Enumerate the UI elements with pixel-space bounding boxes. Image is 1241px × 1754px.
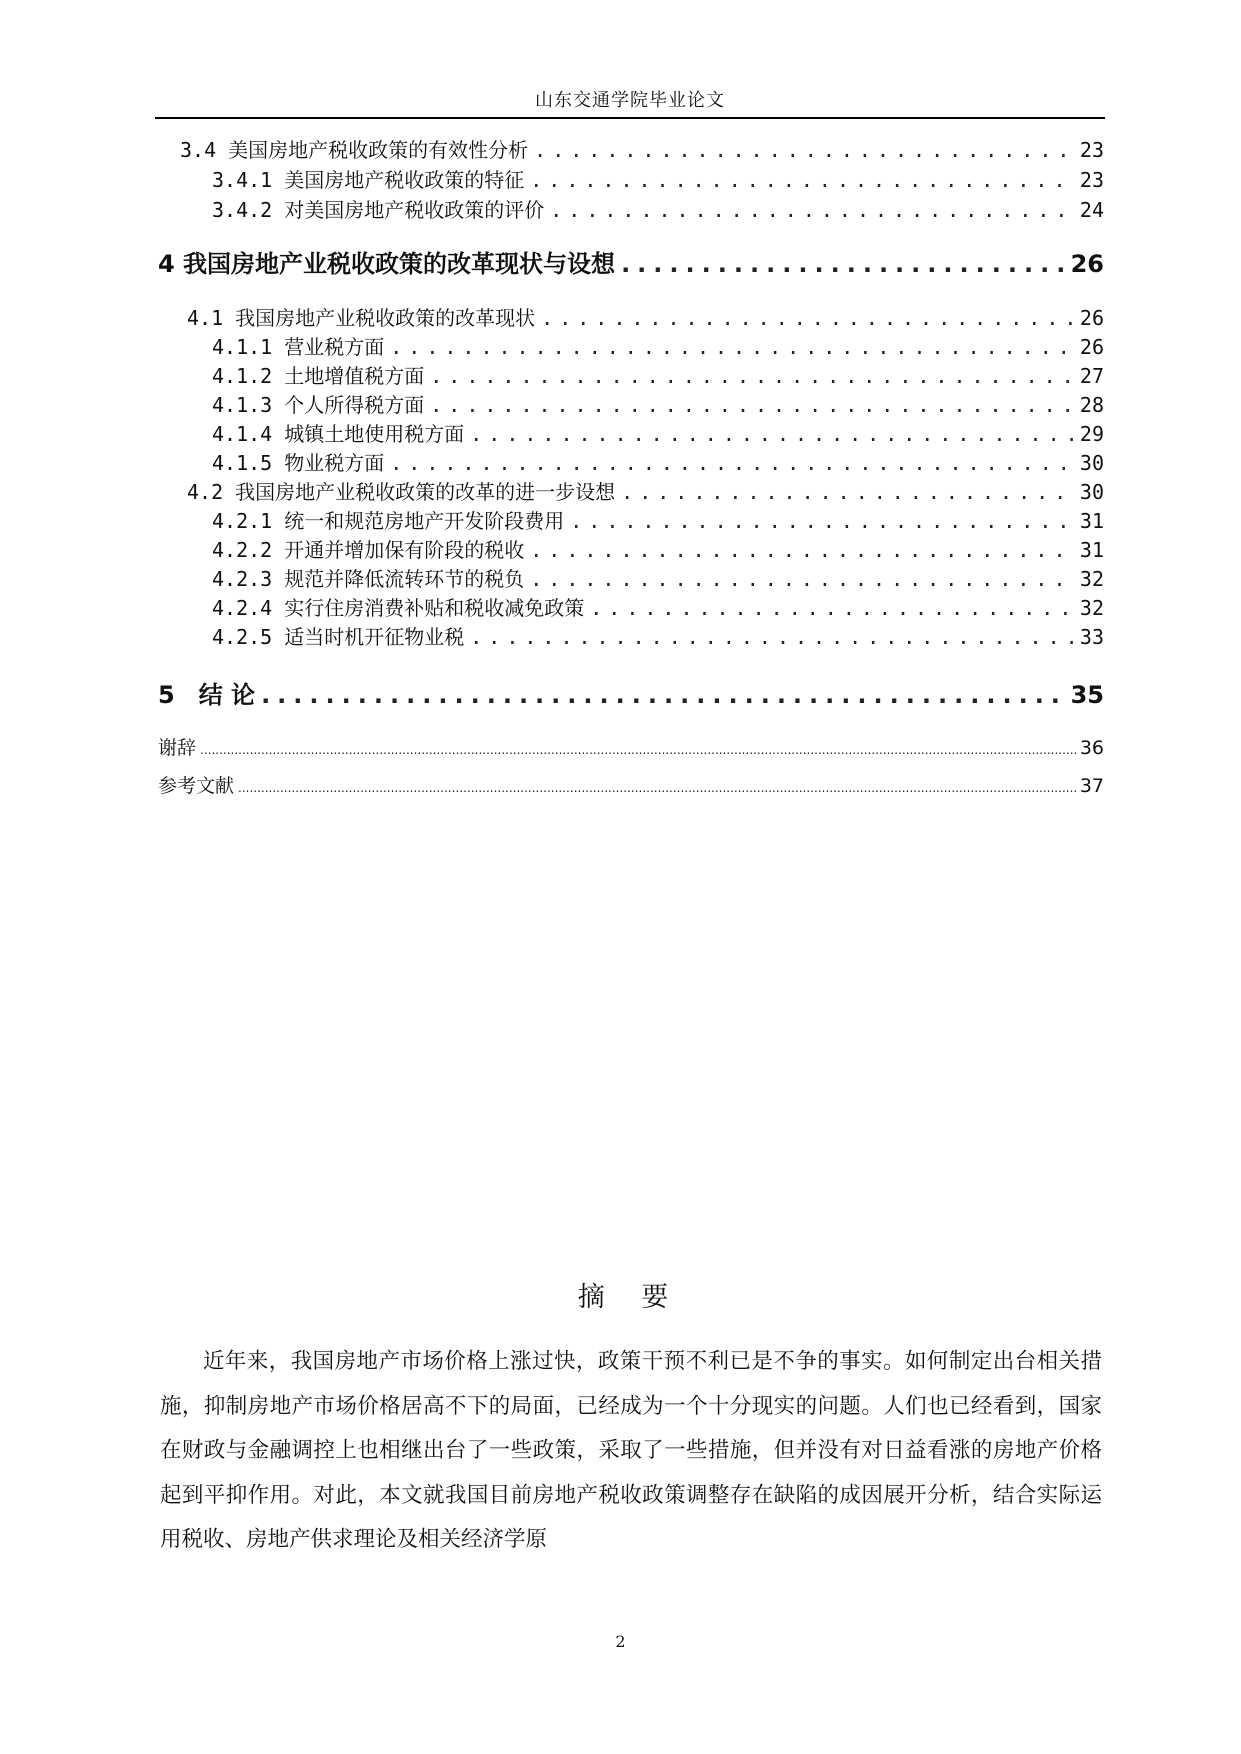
toc-entry-label: 4.2.3 规范并降低流转环节的税负 — [212, 567, 525, 591]
toc-entry-label: 4.2.5 适当时机开征物业税 — [212, 625, 465, 649]
toc-entry-page: 27 — [1079, 364, 1104, 388]
toc-leader-dots — [261, 681, 1065, 709]
abstract-paragraph: 近年来，我国房地产市场价格上涨过快，政策干预不利已是不争的事实。如何制定出台相关措施，抑制房地产市场价格居高不下的局面，已经成为一个十分现实的问题。人们也已经看到，国家在财政与金融调控上也相继出台了一些政策，采取了一些措施，但并没有对日益看涨的房地产价格起到平抑作用。对此，本文就我国目前房地产税收政策调整存在缺陷的成因展开分析，结合实际运用税收、房地产供求理论及相关经济学原 — [160, 1349, 1102, 1552]
toc-entry-label: 3.4.1 美国房地产税收政策的特征 — [212, 168, 525, 192]
toc-entry[interactable] — [212, 331, 1104, 360]
toc-entry-page: 28 — [1079, 393, 1104, 417]
toc-entry-acknowledgements[interactable] — [158, 733, 1104, 760]
toc-entry-label: 4.2.4 实行住房消费补贴和税收减免政策 — [212, 596, 585, 620]
toc-entry[interactable] — [212, 534, 1104, 563]
toc-entry-page: 32 — [1079, 596, 1104, 620]
toc-entry-label: 参考文献 — [158, 775, 235, 797]
toc-entry-label: 谢辞 — [158, 737, 197, 759]
toc-entry-label: 4.1.4 城镇土地使用税方面 — [212, 422, 465, 446]
toc-leader-dots — [530, 538, 1074, 562]
toc-leader-dots — [621, 250, 1065, 278]
toc-entry-page: 23 — [1079, 168, 1104, 192]
toc-entry-label: 4.1.5 物业税方面 — [212, 451, 385, 475]
toc-entry-label: 4 我国房地产业税收政策的改革现状与设想 — [158, 250, 616, 278]
toc-entry[interactable] — [212, 621, 1104, 650]
toc-entry[interactable] — [212, 447, 1104, 476]
toc-entry-page: 30 — [1079, 451, 1104, 475]
toc-entry-label: 5 结 论 — [158, 681, 256, 709]
toc-leader-dots — [534, 138, 1074, 162]
toc-entry[interactable] — [212, 505, 1104, 534]
toc-entry-page: 31 — [1079, 509, 1104, 533]
toc-entry[interactable] — [212, 164, 1104, 193]
toc-entry-page: 35 — [1070, 681, 1104, 709]
toc-leader-dots — [470, 422, 1074, 446]
page-header-title: 山东交通学院毕业论文 — [535, 90, 725, 111]
toc-leader-dots — [590, 596, 1074, 620]
toc-leader-dots — [541, 306, 1074, 330]
toc-entry[interactable] — [180, 134, 1104, 163]
toc-entry-label: 4.1.1 营业税方面 — [212, 335, 385, 359]
toc-leader-dots — [550, 198, 1074, 222]
toc-entry-label: 4.1 我国房地产业税收政策的改革现状 — [187, 306, 536, 330]
abstract-heading: 摘 要 — [577, 1282, 683, 1313]
toc-entry-page: 30 — [1079, 480, 1104, 504]
toc-entry-page: 24 — [1079, 198, 1104, 222]
toc-entry-page: 26 — [1070, 250, 1104, 278]
toc-entry-label: 3.4 美国房地产税收政策的有效性分析 — [180, 138, 529, 162]
toc-entry[interactable] — [212, 360, 1104, 389]
toc-entry-page: 37 — [1079, 775, 1104, 797]
toc-leader-dots — [570, 509, 1074, 533]
toc-entry[interactable] — [187, 302, 1104, 331]
toc-entry[interactable] — [212, 592, 1104, 621]
toc-leader-dots — [430, 364, 1074, 388]
toc-entry-chapter[interactable] — [158, 675, 1104, 710]
toc-entry-page: 32 — [1079, 567, 1104, 591]
toc-leader-dots — [390, 451, 1074, 475]
toc-leader-dots — [530, 567, 1074, 591]
toc-entry-page: 29 — [1079, 422, 1104, 446]
toc-entry-page: 33 — [1079, 625, 1104, 649]
toc-entry-label: 4.2 我国房地产业税收政策的改革的进一步设想 — [187, 480, 616, 504]
toc-leader-dots — [530, 168, 1074, 192]
toc-entry-references[interactable] — [158, 771, 1104, 798]
toc-entry-label: 4.2.1 统一和规范房地产开发阶段费用 — [212, 509, 565, 533]
toc-entry-page: 26 — [1079, 306, 1104, 330]
toc-entry-label: 4.2.2 开通并增加保有阶段的税收 — [212, 538, 525, 562]
toc-entry-page: 36 — [1079, 737, 1104, 759]
toc-entry-label: 3.4.2 对美国房地产税收政策的评价 — [212, 198, 545, 222]
toc-entry[interactable] — [212, 418, 1104, 447]
toc-entry-page: 26 — [1079, 335, 1104, 359]
toc-entry[interactable] — [212, 389, 1104, 418]
toc-entry[interactable] — [187, 476, 1104, 505]
toc-entry-label: 4.1.2 土地增值税方面 — [212, 364, 425, 388]
toc-leader-dots — [200, 743, 1076, 757]
toc-entry-page: 23 — [1079, 138, 1104, 162]
toc-leader-dots — [390, 335, 1074, 359]
toc-entry-page: 31 — [1079, 538, 1104, 562]
toc-leader-dots — [621, 480, 1074, 504]
toc-entry-chapter[interactable] — [158, 244, 1104, 279]
toc-leader-dots — [470, 625, 1074, 649]
page-number: 2 — [615, 1632, 626, 1651]
toc-entry[interactable] — [212, 563, 1104, 592]
header-rule — [155, 117, 1105, 119]
toc-entry[interactable] — [212, 194, 1104, 223]
toc-entry-label: 4.1.3 个人所得税方面 — [212, 393, 425, 417]
toc-leader-dots — [238, 781, 1076, 795]
toc-leader-dots — [430, 393, 1074, 417]
